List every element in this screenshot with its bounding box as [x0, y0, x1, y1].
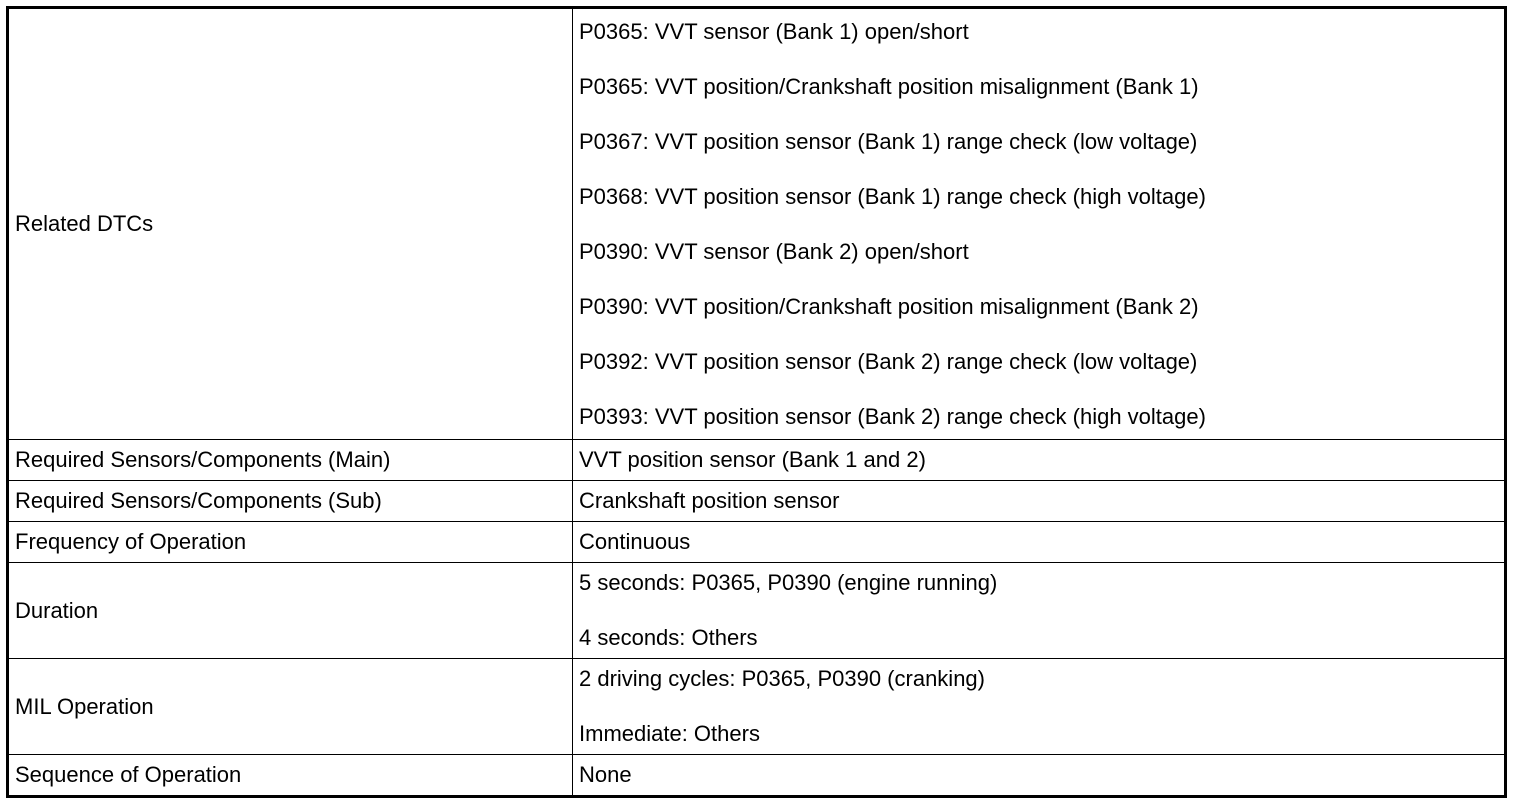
- row-label: Required Sensors/Components (Main): [8, 440, 573, 481]
- dtc-entry: P0367: VVT position sensor (Bank 1) range check (low voltage): [579, 128, 1198, 154]
- dtc-entry: P0365: VVT position/Crankshaft position misalignment (Bank 1): [579, 73, 1199, 99]
- value-text: Crankshaft position sensor: [579, 488, 840, 513]
- row-label: Frequency of Operation: [8, 522, 573, 563]
- table-row-related-dtcs: [8, 8, 1506, 440]
- monitor-spec-table: [6, 6, 1507, 798]
- table-row-required-sub: [8, 481, 1506, 522]
- row-value: [573, 440, 1506, 481]
- row-value: [573, 563, 1506, 659]
- table-row-duration: [8, 563, 1506, 659]
- row-value: [573, 755, 1506, 797]
- dtc-entry: P0368: VVT position sensor (Bank 1) range check (high voltage): [579, 183, 1206, 209]
- row-label: Duration: [8, 563, 573, 659]
- row-label: Related DTCs: [8, 8, 573, 440]
- value-text: Immediate: Others: [579, 721, 760, 746]
- row-label: Required Sensors/Components (Sub): [8, 481, 573, 522]
- dtc-entry: P0390: VVT sensor (Bank 2) open/short: [579, 238, 969, 264]
- row-label: Sequence of Operation: [8, 755, 573, 797]
- table-row-sequence: [8, 755, 1506, 797]
- dtc-entry: P0392: VVT position sensor (Bank 2) range check (low voltage): [579, 348, 1198, 374]
- table-row-frequency: [8, 522, 1506, 563]
- value-text: 5 seconds: P0365, P0390 (engine running): [579, 570, 998, 595]
- row-value: [573, 522, 1506, 563]
- row-value: [573, 659, 1506, 755]
- value-text: 2 driving cycles: P0365, P0390 (cranking): [579, 666, 985, 691]
- table-row-required-main: [8, 440, 1506, 481]
- value-text: 4 seconds: Others: [579, 625, 758, 650]
- row-label: MIL Operation: [8, 659, 573, 755]
- row-value: [573, 481, 1506, 522]
- value-text: VVT position sensor (Bank 1 and 2): [579, 447, 926, 472]
- dtc-entry: P0390: VVT position/Crankshaft position misalignment (Bank 2): [579, 293, 1199, 319]
- table-row-mil-operation: [8, 659, 1506, 755]
- value-text: Continuous: [579, 529, 691, 554]
- dtc-entry: P0393: VVT position sensor (Bank 2) range check (high voltage): [579, 403, 1206, 429]
- row-value: [573, 8, 1506, 440]
- dtc-entry: P0365: VVT sensor (Bank 1) open/short: [579, 18, 969, 44]
- value-text: None: [579, 762, 632, 787]
